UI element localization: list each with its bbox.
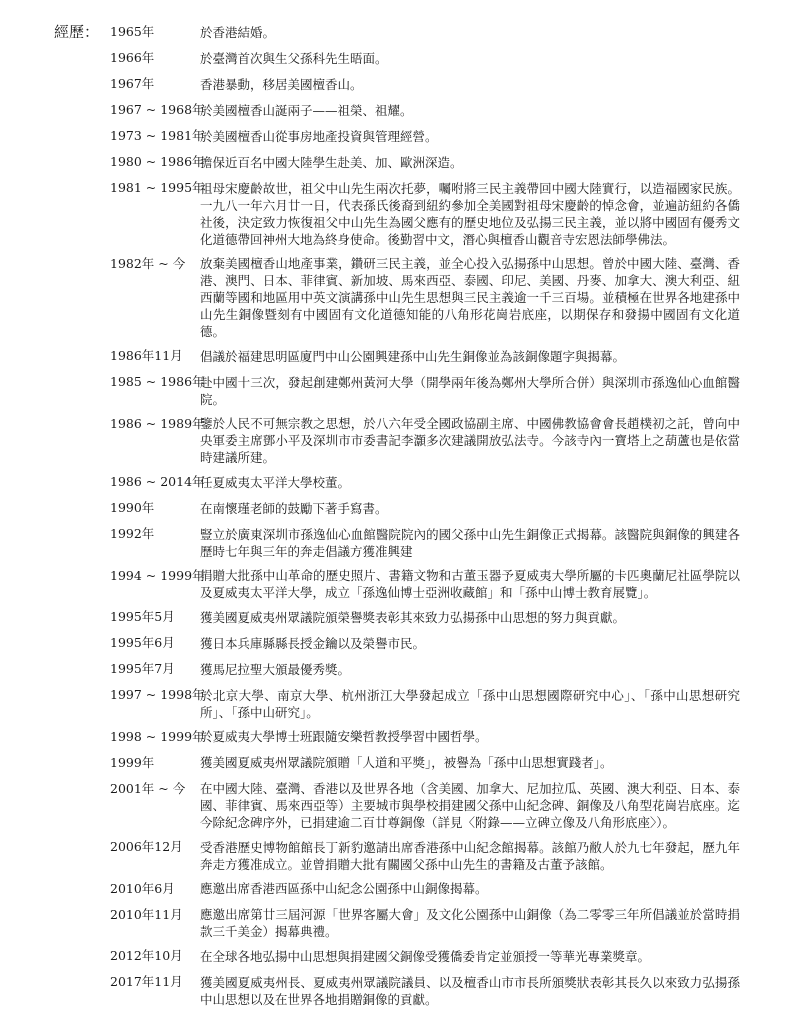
entry-description: 應邀出席香港西區孫中山紀念公園孫中山銅像揭幕。: [200, 881, 488, 896]
entry-description: 於北京大學、南京大學、杭州浙江大學發起成立「孫中山思想國際研究中心」、「孫中山思想研究所」、「孫中山研究」。: [200, 687, 740, 720]
entry-description: 在南懷瑾老師的鼓勵下著手寫書。: [200, 500, 388, 516]
entry-date: 1997 ~ 1998年: [110, 687, 205, 702]
entry-description: 擔保近百名中國大陸學生赴美、加、歐洲深造。: [200, 154, 463, 170]
experience-entry: [110, 74, 740, 94]
entry-description: 於美國檀香山誕兩子——祖榮、祖耀。: [200, 102, 413, 118]
experience-entry: [110, 607, 740, 627]
experience-entry: [110, 100, 740, 120]
entry-date: 1986 ~ 1989年: [110, 415, 205, 431]
experience-entry: [110, 946, 740, 966]
experience-entry: [110, 837, 740, 873]
entry-description: 捐贈大批孫中山革命的歷史照片、書籍文物和古董玉器予夏威夷大學所屬的卡匹奧蘭尼社區學院以及夏威夷太平洋大學，成立「孫逸仙博士亞洲收藏館」和「孫中山博士教育展覽」。: [200, 568, 740, 600]
entry-description: 豎立於廣東深圳市孫逸仙心血館醫院院內的國父孫中山先生銅像正式揭幕。該醫院與銅像的興建各歷時七年與三年的奔走倡議方獲准興建: [200, 526, 740, 559]
experience-entry: [110, 178, 740, 248]
entry-description: 獲美國夏威夷州眾議院頒榮譽獎表彰其來致力弘揚孫中山思想的努力與貢獻。: [200, 609, 626, 625]
entry-description: 於夏威夷大學博士班跟隨安樂哲教授學習中國哲學。: [200, 729, 488, 744]
experience-entry: [110, 972, 740, 1008]
experience-list: [0, 22, 800, 1008]
entry-description: 任夏威夷太平洋大學校董。: [200, 474, 351, 490]
resume-page: [0, 22, 800, 1014]
entry-date: 1995年7月: [110, 661, 175, 676]
experience-entry: [110, 254, 740, 341]
entry-date: 1967年: [110, 76, 155, 91]
entry-description: 香港暴動，移居美國檀香山。: [200, 76, 363, 92]
entry-date: 1973 ~ 1981年: [110, 128, 205, 143]
experience-entry: [110, 905, 740, 941]
entry-date: 1992年: [110, 526, 155, 541]
entry-date: 1995年5月: [110, 609, 175, 624]
entry-date: 2006年12月: [110, 839, 183, 854]
entry-description: 於香港結婚。: [200, 24, 276, 40]
entry-description: 獲日本兵庫縣縣長授金鑰以及榮譽市民。: [200, 635, 426, 651]
entry-description: 鑒於人民不可無宗教之思想，於八六年受全國政協副主席、中國佛教協會會長趙樸初之託，曾向中央軍委主席鄧小平及深圳市市委書記李灝多次建議開放弘法寺。今該寺內一寶塔上之葫蘆也是依當時建議所建。: [200, 416, 740, 465]
entry-date: 1966年: [110, 50, 155, 65]
entry-date: 1985 ~ 1986年: [110, 374, 205, 389]
experience-entry: [110, 346, 740, 366]
entry-description: 於臺灣首次與生父孫科先生晤面。: [200, 50, 388, 66]
entry-date: 2017年11月: [110, 974, 183, 989]
entry-date: 1982年 ~ 今: [110, 255, 186, 271]
entry-date: 1986 ~ 2014年: [110, 474, 205, 489]
experience-entry: [110, 659, 740, 679]
experience-entry: [110, 152, 740, 172]
experience-entry: [110, 753, 740, 773]
experience-entry: [110, 879, 740, 899]
entry-date: 2001年 ~ 今: [110, 780, 186, 796]
experience-entry: [110, 48, 740, 68]
experience-entry: [110, 414, 740, 467]
entry-date: 1994 ~ 1999年: [110, 567, 205, 583]
experience-entry: [110, 566, 740, 602]
entry-date: 1981 ~ 1995年: [110, 180, 205, 195]
entry-date: 1965年: [110, 24, 155, 39]
experience-entry: [110, 727, 740, 747]
entry-date: 1986年11月: [110, 348, 183, 363]
experience-entry: [110, 126, 740, 146]
entry-description: 於美國檀香山從事房地產投資與管理經營。: [200, 128, 438, 144]
entry-description: 赴中國十三次，發起創建鄭州黃河大學（開學兩年後為鄭州大學所合併）與深圳市孫逸仙心血館醫院。: [200, 374, 740, 407]
entry-date: 1999年: [110, 754, 155, 770]
entry-date: 1967 ~ 1968年: [110, 102, 205, 117]
entry-date: 1998 ~ 1999年: [110, 728, 205, 744]
experience-entry: [110, 498, 740, 518]
experience-entry: [110, 372, 740, 408]
entry-description: 在全球各地弘揚中山思想與捐建國父銅像受獲僑委肯定並頒授一等華光專業獎章。: [200, 948, 651, 964]
entry-date: 1995年6月: [110, 635, 175, 650]
entry-description: 受香港歷史博物館館長丁新豹邀請出席香港孫中山紀念館揭幕。該館乃敝人於九七年發起，歷九年奔走方獲准成立。並曾捐贈大批有關國父孫中山先生的書籍及古董予該館。: [200, 839, 740, 872]
experience-entry: [110, 633, 740, 653]
entry-date: 1990年: [110, 500, 155, 515]
entry-description: 祖母宋慶齡故世，祖父中山先生兩次托夢，囑咐將三民主義帶回中國大陸實行，以造福國家民族。一九八一年六月廿一日，代表孫氏後裔到紐約參加全美國對祖母宋慶齡的悼念會，並遍訪紐約各僑社後，決定致力恢復祖父中山先生為國父應有的歷史地位及弘揚三民主義，並以將中國固有優秀文化道德帶回神州大地為終身使命。後勤習中文，潛心與檀香山觀音寺宏恩法師學佛法。: [200, 180, 740, 247]
experience-entry: [110, 779, 740, 832]
entry-description: 倡議於福建思明區廈門中山公園興建孫中山先生銅像並為該銅像題字與揭幕。: [200, 348, 626, 364]
experience-entry: [110, 472, 740, 492]
entry-description: 放棄美國檀香山地產事業，鑽研三民主義，並全心投入弘揚孫中山思想。曾於中國大陸、臺灣、香港、澳門、日本、菲律賓、新加坡、馬來西亞、泰國、印尼、美國、丹麥、加拿大、澳大利亞、紐西蘭等國和地區用中英文演講孫中山先生思想與三民主義逾一千三百場。並積極在世界各地建孫中山先生銅像暨刻有中國固有文化道德知能的八角形花崗岩底座，以期保存和發揚中國固有文化道德。: [200, 256, 740, 339]
entry-date: 2010年6月: [110, 880, 175, 896]
entry-description: 應邀出席第廿三屆河源「世界客屬大會」及文化公園孫中山銅像（為二零零三年所倡議並於當時捐款三千美金）揭幕典禮。: [200, 907, 740, 939]
entry-description: 獲馬尼拉聖大頒最優秀獎。: [200, 661, 351, 677]
entry-description: 在中國大陸、臺灣、香港以及世界各地（含美國、加拿大、尼加拉瓜、英國、澳大利亞、日本、泰國、菲律賓、馬來西亞等）主要城市與學校捐建國父孫中山紀念碑、銅像及八角型花崗岩底座。迄今除紀念碑序外，已捐建逾二百廿尊銅像（詳見〈附錄——立碑立像及八角形底座〉）。: [200, 781, 740, 830]
entry-description: 獲美國夏威夷州長、夏威夷州眾議院議員、以及檀香山市市長所頒獎狀表彰其長久以來致力弘揚孫中山思想以及在世界各地捐贈銅像的貢獻。: [200, 974, 740, 1007]
experience-entry: [110, 22, 740, 42]
entry-description: 獲美國夏威夷州眾議院頒贈「人道和平獎」，被譽為「孫中山思想實踐者」。: [200, 755, 613, 770]
experience-entry: [110, 685, 740, 721]
entry-date: 2010年11月: [110, 906, 183, 922]
entry-date: 1980 ~ 1986年: [110, 154, 205, 169]
section-heading: 經歷：: [54, 23, 100, 41]
experience-entry: [110, 524, 740, 560]
entry-date: 2012年10月: [110, 948, 183, 963]
